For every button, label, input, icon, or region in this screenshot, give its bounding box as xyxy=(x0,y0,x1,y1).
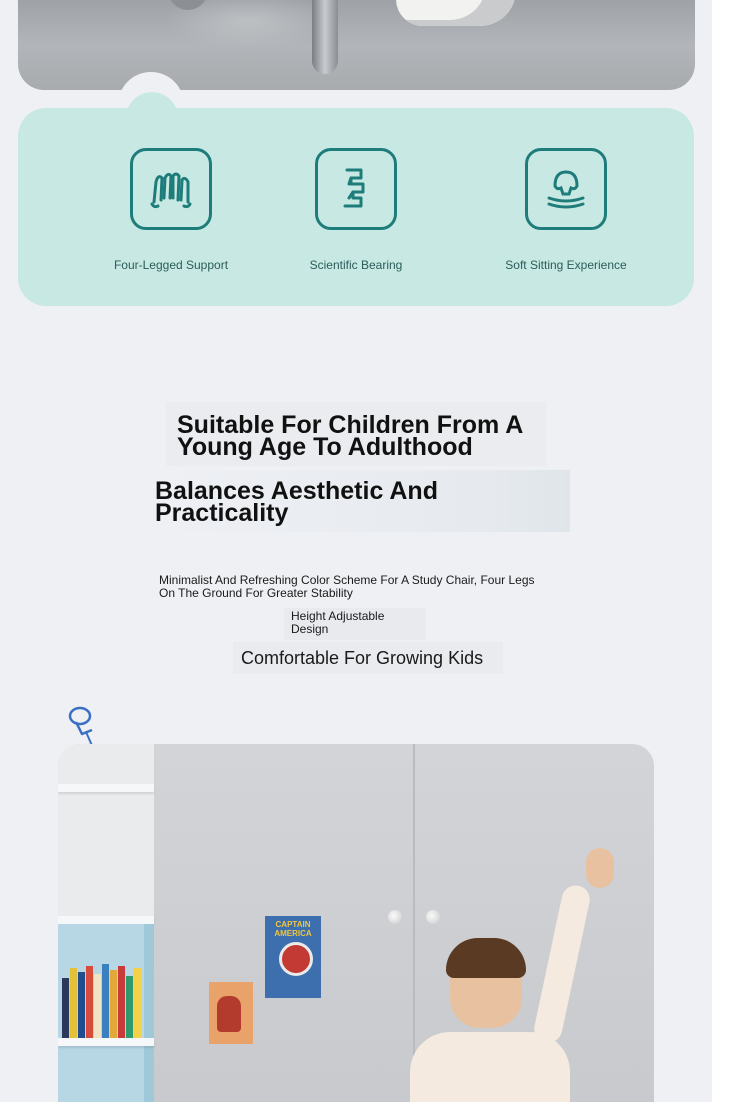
child-hair xyxy=(446,938,526,978)
heading-suitable: Suitable For Children From A Young Age To Adulthood xyxy=(177,411,523,461)
spine-icon xyxy=(315,148,397,230)
feature-soft-sitting xyxy=(466,148,666,272)
cushion-icon xyxy=(525,148,607,230)
room-photo xyxy=(58,744,654,1102)
chair-leg xyxy=(312,0,338,74)
feature-label: Soft Sitting Experience xyxy=(505,258,627,272)
child-arm xyxy=(532,883,593,1045)
feature-panel xyxy=(18,108,694,306)
description-text: Minimalist And Refreshing Color Scheme For A Study Chair, Four Legs On The Ground For Greater Stability xyxy=(159,573,535,600)
wardrobe-door-seam xyxy=(413,744,415,1102)
heading-block-suitable xyxy=(166,402,546,466)
comfort-block xyxy=(233,642,503,674)
heading-block-balances xyxy=(146,470,570,532)
height-note-block xyxy=(284,608,426,640)
chair-leg-photo xyxy=(18,0,695,90)
comfort-text: Comfortable For Growing Kids xyxy=(241,648,484,668)
door-knob xyxy=(388,910,402,924)
heading-balances: Balances Aesthetic And Practicality xyxy=(155,477,438,527)
feature-label: Scientific Bearing xyxy=(309,258,403,272)
captain-america-poster: CAPTAIN AMERICA xyxy=(265,916,321,998)
feature-four-legged-support xyxy=(71,148,271,272)
dinosaur-poster xyxy=(209,982,253,1044)
feature-label: Four-Legged Support xyxy=(113,258,229,272)
four-legs-icon xyxy=(130,148,212,230)
height-note-text: Height Adjustable Design xyxy=(291,609,385,636)
feature-scientific-bearing xyxy=(256,148,456,272)
child-hand xyxy=(586,848,614,888)
bookshelf xyxy=(58,744,154,1102)
child-body xyxy=(410,1032,570,1102)
door-knob xyxy=(426,910,440,924)
